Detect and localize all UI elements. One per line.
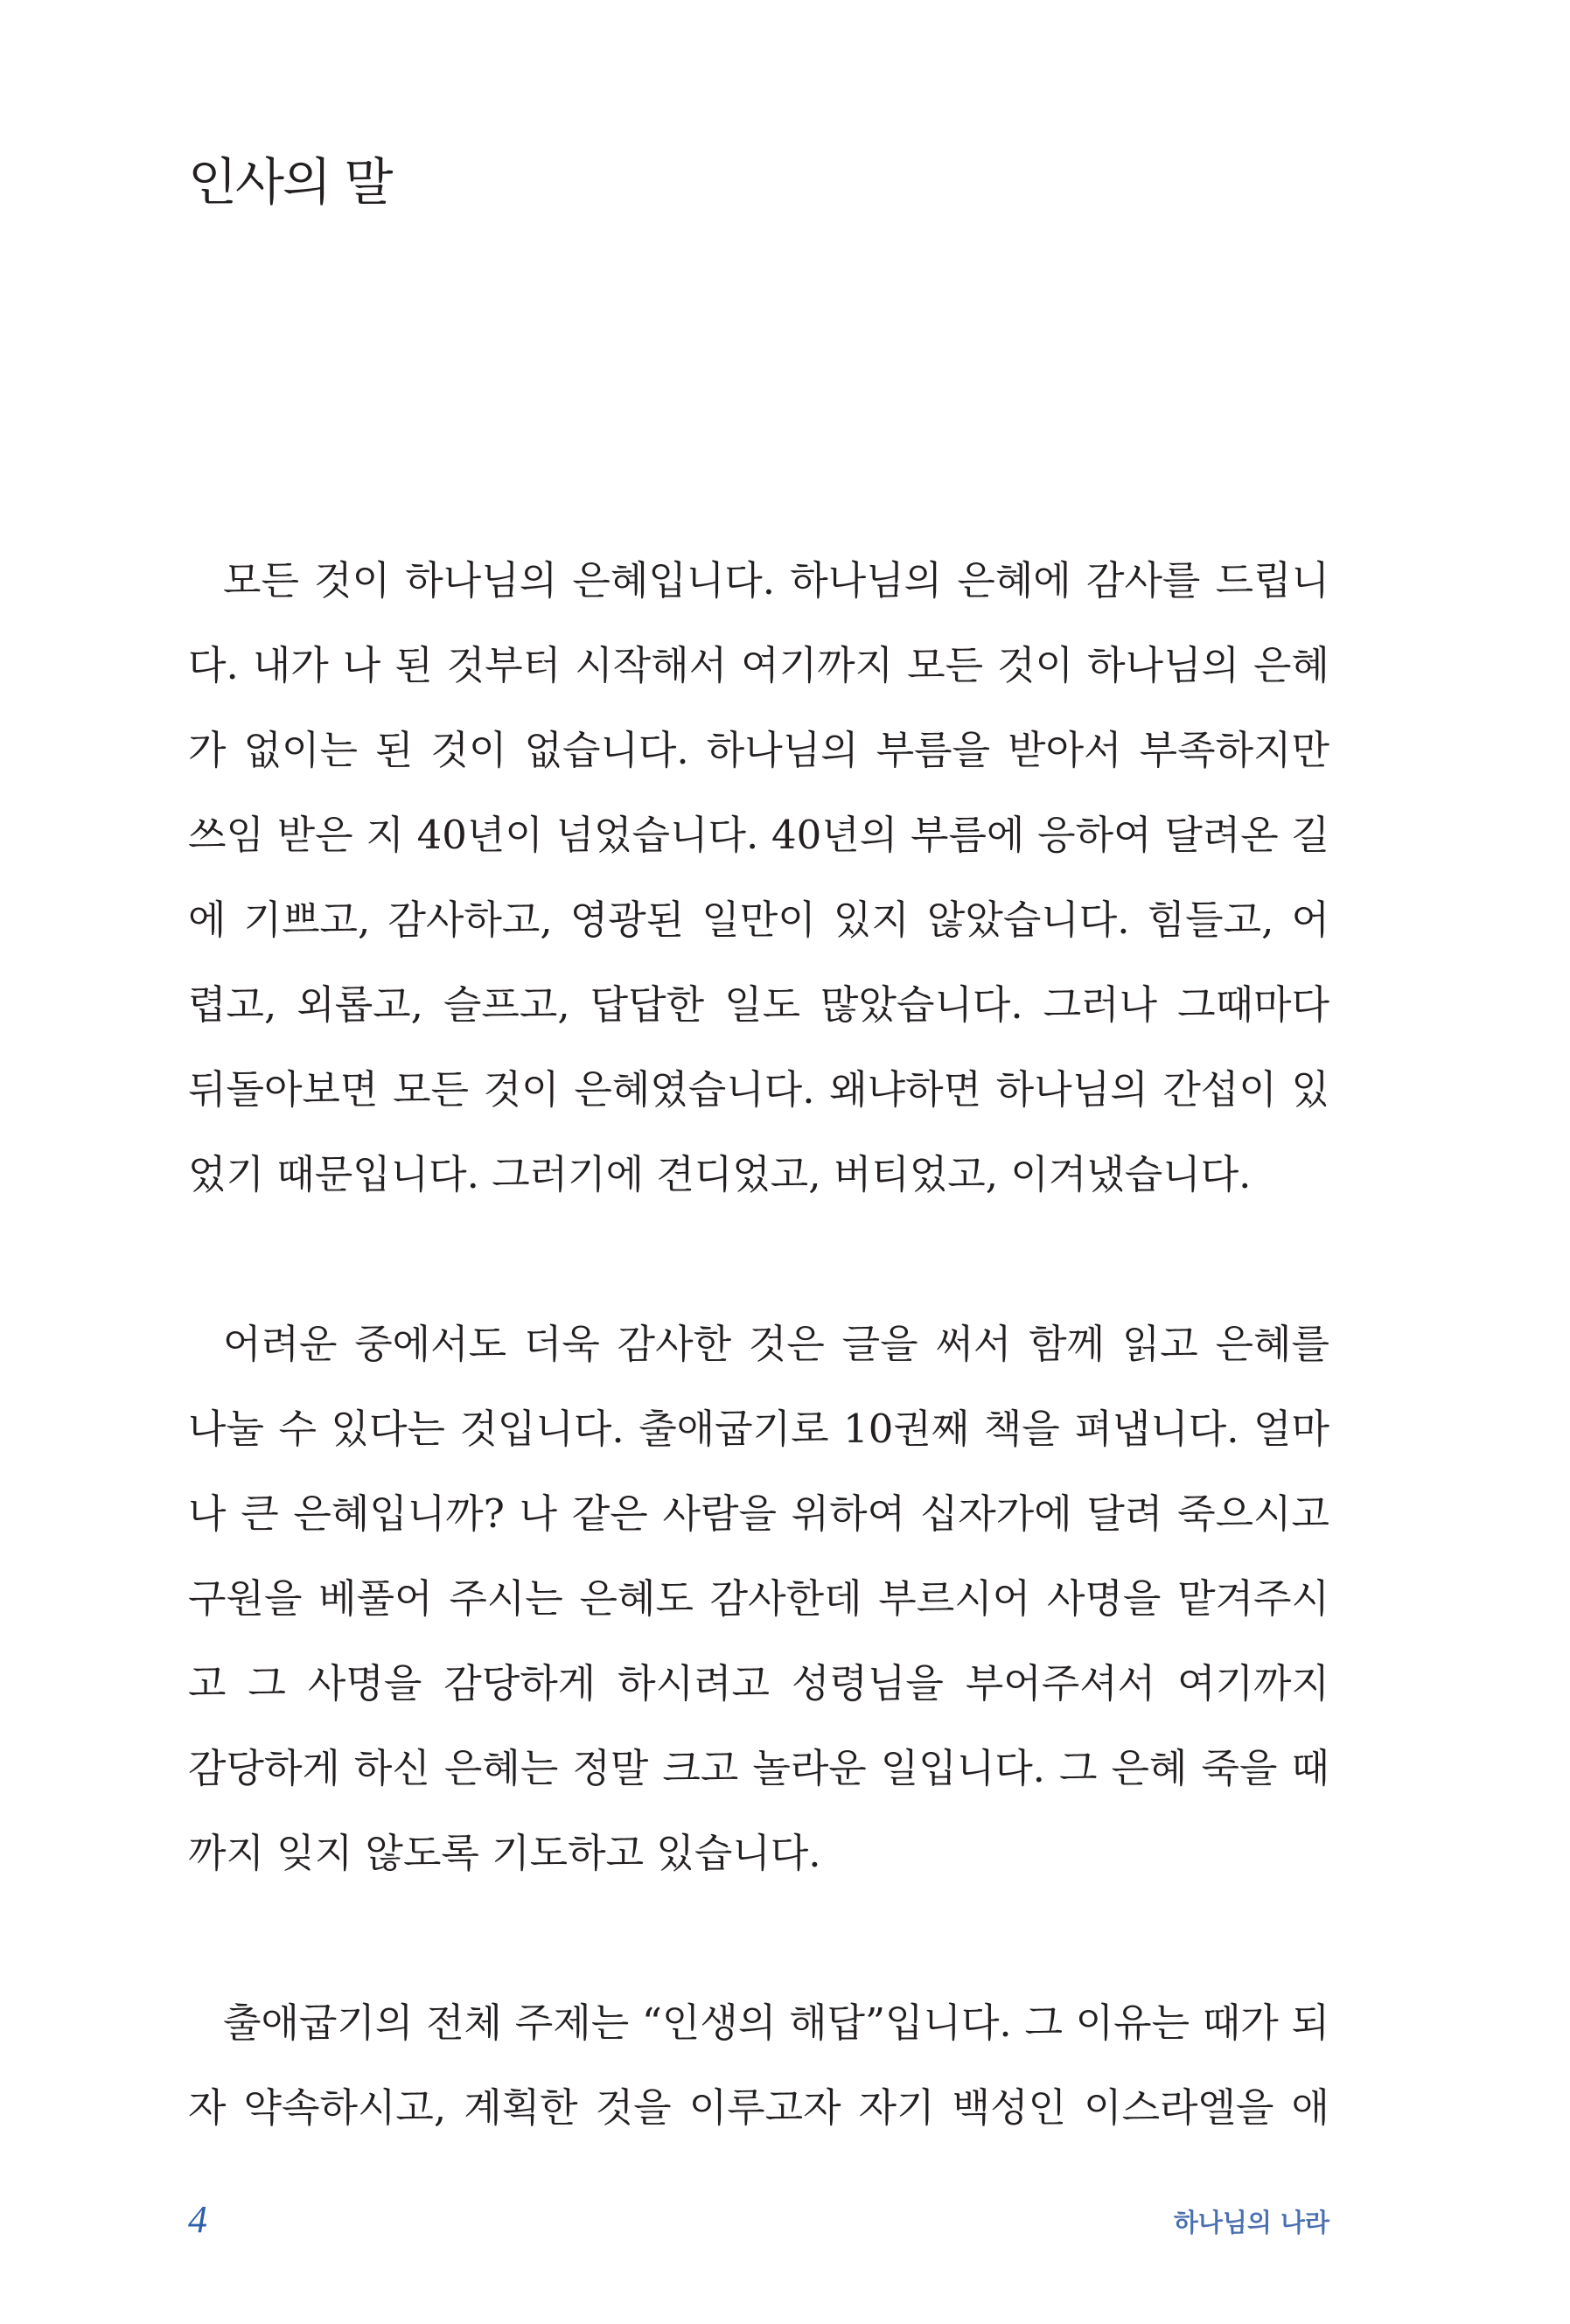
paragraph-1 — [188, 538, 1329, 1217]
paragraph-line: 었기 때문입니다. 그러기에 견디었고, 버티었고, 이겨냈습니다. — [188, 1151, 1252, 1197]
paragraph-line: 나 큰 은혜입니까? 나 같은 사람을 위하여 십자가에 달려 죽으시고 — [188, 1490, 1329, 1537]
paragraph-spacer — [188, 1895, 1329, 1980]
paragraph-line: 감당하게 하신 은혜는 정말 크고 놀라운 일입니다. 그 은혜 죽을 때 — [188, 1745, 1329, 1791]
page-number: 4 — [188, 2198, 207, 2241]
page-title: 인사의 말 — [188, 152, 392, 212]
paragraph-line: 렵고, 외롭고, 슬프고, 답답한 일도 많았습니다. 그러나 그때마다 — [188, 981, 1329, 1028]
paragraph-2 — [188, 1302, 1329, 1895]
paragraph-3 — [188, 1980, 1329, 2150]
paragraph-line: 모든 것이 하나님의 은혜입니다. 하나님의 은혜에 감사를 드립니 — [223, 557, 1329, 604]
paragraph-line: 고 그 사명을 감당하게 하시려고 성령님을 부어주셔서 여기까지 — [188, 1660, 1329, 1706]
paragraph-spacer — [188, 1217, 1329, 1302]
paragraph-line: 나눌 수 있다는 것입니다. 출애굽기로 10권째 책을 펴냅니다. 얼마 — [188, 1406, 1329, 1452]
paragraph-line: 쓰임 받은 지 40년이 넘었습니다. 40년의 부름에 응하여 달려온 길 — [188, 812, 1329, 858]
paragraph-line: 뒤돌아보면 모든 것이 은혜였습니다. 왜냐하면 하나님의 간섭이 있 — [188, 1066, 1329, 1113]
paragraph-line: 까지 잊지 않도록 기도하고 있습니다. — [188, 1830, 821, 1876]
paragraph-line: 구원을 베풀어 주시는 은혜도 감사한데 부르시어 사명을 맡겨주시 — [188, 1575, 1329, 1622]
paragraph-line: 가 없이는 된 것이 없습니다. 하나님의 부름을 받아서 부족하지만 — [188, 727, 1329, 773]
paragraph-line: 출애굽기의 전체 주제는 “인생의 해답”입니다. 그 이유는 때가 되 — [223, 1999, 1329, 2046]
running-footer-title: 하나님의 나라 — [1173, 2208, 1329, 2237]
body-text — [188, 538, 1329, 2150]
paragraph-line: 다. 내가 나 된 것부터 시작해서 여기까지 모든 것이 하나님의 은혜 — [188, 642, 1329, 688]
paragraph-line: 자 약속하시고, 계획한 것을 이루고자 자기 백성인 이스라엘을 애 — [188, 2084, 1329, 2131]
paragraph-line: 에 기쁘고, 감사하고, 영광된 일만이 있지 않았습니다. 힘들고, 어 — [188, 897, 1329, 943]
paragraph-line: 어려운 중에서도 더욱 감사한 것은 글을 써서 함께 읽고 은혜를 — [223, 1321, 1329, 1367]
